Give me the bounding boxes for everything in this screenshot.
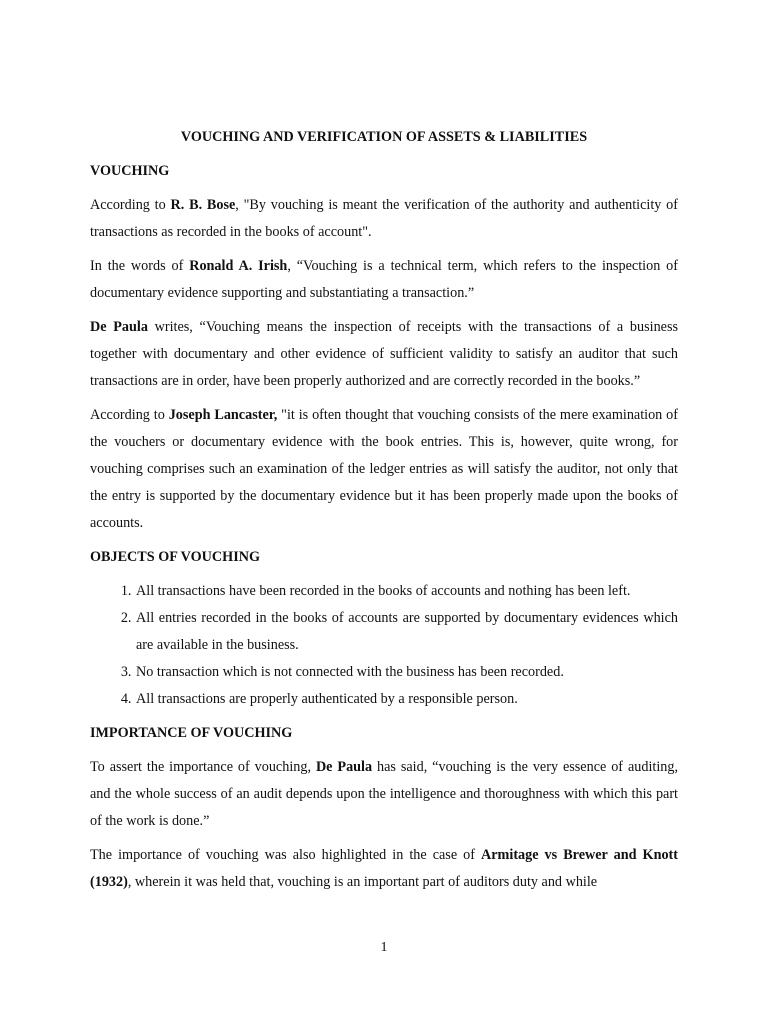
text-run: has said, “vouching is the very essence of auditing, and the whole success of an audit depends upon the intelligence and thoroughness with which this part of the work is done.” (90, 759, 679, 829)
list-item: 2. All entries recorded in the books of accounts are supported by documentary evidences which are available in the business. (135, 605, 678, 659)
text-run: According to (90, 407, 169, 423)
author-name: R. B. Bose (170, 197, 236, 213)
author-name: Joseph Lancaster, (168, 407, 278, 423)
page-number: 1 (380, 940, 388, 955)
list-item: 1. All transactions have been recorded in the books of accounts and nothing has been left. (135, 578, 678, 605)
paragraph-depaula-definition (90, 314, 678, 395)
text-run: writes, “Vouching means the inspection of receipts with the transactions of a business together with documentary and other evidence of sufficient validity to satisfy an auditor that such transactions are in order, have been properly authorized and are correctly recorded in the books.” (90, 319, 679, 389)
paragraph-irish-definition (90, 253, 678, 307)
author-name: Ronald A. Irish (189, 258, 288, 274)
document-body (90, 124, 678, 903)
paragraph-lancaster-definition (90, 402, 678, 537)
document-title: VOUCHING AND VERIFICATION OF ASSETS & LIABILITIES (180, 129, 588, 145)
objects-list (90, 578, 678, 713)
case-name: Armitage vs Brewer and Knott (1932) (90, 847, 679, 890)
heading-objects: OBJECTS OF VOUCHING (90, 549, 260, 565)
paragraph-importance-case (90, 842, 678, 896)
heading-vouching: VOUCHING (90, 163, 170, 179)
text-run: According to (90, 197, 171, 213)
paragraph-bose-definition (90, 192, 678, 246)
heading-importance: IMPORTANCE OF VOUCHING (90, 725, 293, 741)
paragraph-importance-depaula (90, 754, 678, 835)
list-item: 3. No transaction which is not connected with the business has been recorded. (135, 659, 678, 686)
text-run: In the words of (90, 258, 190, 274)
text-run: , wherein it was held that, vouching is an important part of auditors duty and while (127, 874, 598, 890)
text-run: , “Vouching is a technical term, which refers to the inspection of documentary evidence supporting and substantiating a transaction.” (90, 258, 678, 301)
author-name: De Paula (315, 759, 373, 775)
text-run: "it is often thought that vouching consists of the mere examination of the vouchers or documentary evidence with the book entries. This is, however, quite wrong, for vouching comprises such an examination of the ledger entries as will satisfy the auditor, not only that the entry is supported by the documentary evidence but it has been properly made upon the books of accounts. (90, 407, 678, 531)
list-item: 4. All transactions are properly authenticated by a responsible person. (135, 686, 678, 713)
text-run: , "By vouching is meant the verification of the authority and authenticity of transactions as recorded in the books of account". (90, 197, 678, 240)
text-run: The importance of vouching was also highlighted in the case of (90, 847, 482, 863)
author-name: De Paula (90, 319, 148, 335)
text-run: To assert the importance of vouching, (90, 759, 316, 775)
